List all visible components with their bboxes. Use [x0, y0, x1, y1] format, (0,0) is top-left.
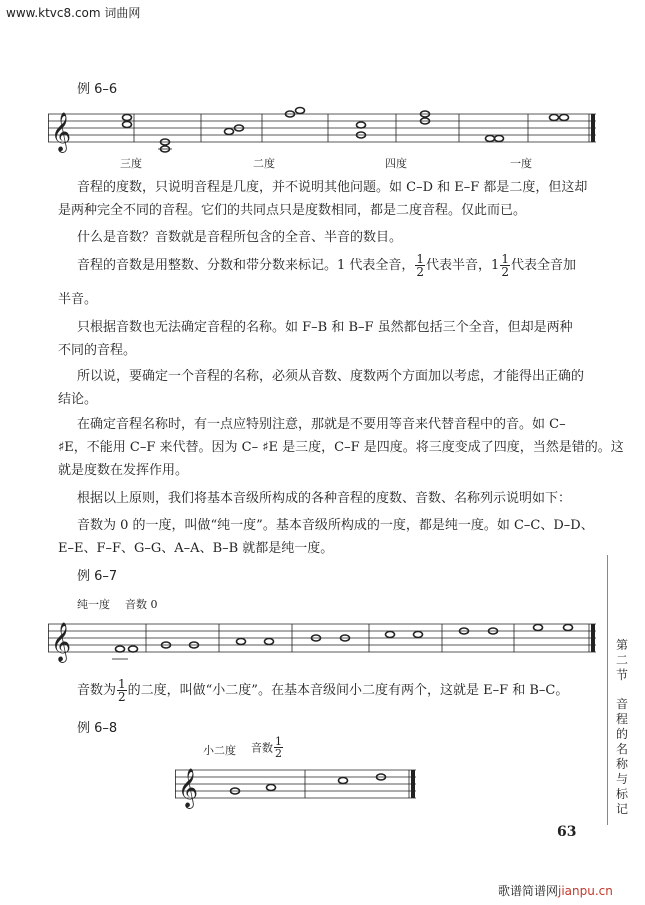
para-9 — [77, 678, 595, 703]
fraction-den: 2 — [118, 690, 126, 704]
para-6-line-2: ♯E，不能用 C–F 来代替。因为 C– ♯E 是三度，C–F 是四度。将三度变成了四度，当然是错的。这 — [58, 440, 624, 455]
label-second: 二度 — [253, 157, 275, 170]
fraction-mixed — [500, 253, 510, 278]
example-6-6-title: 例 6–6 — [77, 82, 118, 97]
example-6-7-title: 例 6–7 — [77, 569, 118, 584]
label-fourth: 四度 — [385, 157, 407, 170]
label-semitone-half — [251, 736, 284, 759]
fraction-den: 2 — [416, 265, 425, 279]
para-4-line-2: 不同的音程。 — [58, 343, 137, 358]
fraction-num: 1 — [416, 252, 425, 266]
fraction-den: 2 — [275, 747, 282, 760]
para-3-text-c: 代表全音加 — [510, 258, 576, 273]
para-3-text-b: 代表半音，1 — [426, 258, 500, 273]
para-3-line-1 — [77, 253, 595, 278]
fraction-den: 2 — [501, 265, 509, 279]
para-6-line-3: 就是度数在发挥作用。 — [58, 463, 189, 478]
fraction-half — [274, 736, 283, 759]
para-1-line-1: 音程的度数，只说明音程是几度，并不说明其他问题。如 C–D 和 E–F 都是二度，但这却 — [77, 180, 588, 195]
staff-example-6-7 — [48, 620, 598, 660]
para-1-line-2: 是两种完全不同的音程。它们的共同点只是度数相同，都是二度音程。仅此而已。 — [58, 203, 527, 218]
label-semitone-text: 音数 — [251, 741, 273, 755]
bottom-watermark — [498, 882, 613, 899]
svg-text:𝄞: 𝄞 — [51, 112, 72, 152]
top-watermark: www.ktvc8.com 词曲网 — [6, 6, 141, 20]
para-3-text-a: 音程的音数是用整数、分数和带分数来标记。1 代表全音， — [77, 258, 415, 273]
fraction-num: 1 — [501, 252, 509, 266]
example-6-8-title: 例 6–8 — [77, 721, 118, 736]
label-perfect-unison: 纯一度 — [77, 598, 110, 611]
fraction-half — [415, 253, 425, 278]
sidebar-section: 第二节 — [615, 638, 628, 682]
staff-example-6-8 — [175, 766, 420, 806]
fraction-num: 1 — [275, 735, 282, 748]
para-5-line-2: 结论。 — [58, 392, 98, 407]
para-5-line-1: 所以说，要确定一个音程的名称，必须从音数、度数两个方面加以考虑，才能得出正确的 — [77, 369, 585, 384]
page-number: 63 — [557, 824, 577, 840]
para-9-text-b: 的二度，叫做“小二度”。在基本音级间小二度有两个，这就是 E–F 和 B–C。 — [127, 683, 569, 698]
para-7: 根据以上原则，我们将基本音级所构成的各种音程的度数、音数、名称列示说明如下： — [77, 491, 572, 506]
para-8-line-2: E–E、F–F、G–G、A–A、B–B 就都是纯一度。 — [58, 541, 334, 556]
fraction-half — [117, 678, 127, 703]
para-3-line-2: 半音。 — [58, 292, 98, 307]
svg-text:𝄞: 𝄞 — [178, 768, 199, 808]
staff-example-6-6 — [48, 110, 598, 155]
para-9-text-a: 音数为 — [77, 683, 117, 698]
para-8-line-1: 音数为 0 的一度，叫做“纯一度”。基本音级所构成的一度，都是纯一度。如 C–C、D–D、 — [77, 518, 594, 533]
fraction-num: 1 — [118, 677, 126, 691]
para-4-line-1: 只根据音数也无法确定音程的名称。如 F–B 和 B–F 虽然都包括三个全音，但却是两种 — [77, 320, 573, 335]
sidebar-title: 音程的名称与标记 — [615, 697, 628, 816]
sidebar-divider — [607, 555, 608, 825]
para-2: 什么是音数？音数就是音程所包含的全音、半音的数目。 — [77, 230, 403, 245]
label-minor-second: 小二度 — [203, 744, 236, 757]
svg-text:𝄞: 𝄞 — [51, 622, 72, 662]
para-6-line-1: 在确定音程名称时，有一点应特别注意，那就是不要用等音来代替音程中的音。如 C– — [77, 417, 566, 432]
bottom-watermark-url: jianpu.cn — [558, 884, 613, 898]
label-semitone-zero: 音数 0 — [125, 598, 158, 611]
bottom-watermark-cn: 歌谱简谱网 — [498, 884, 559, 898]
label-third: 三度 — [120, 157, 142, 170]
label-unison: 一度 — [510, 157, 532, 170]
